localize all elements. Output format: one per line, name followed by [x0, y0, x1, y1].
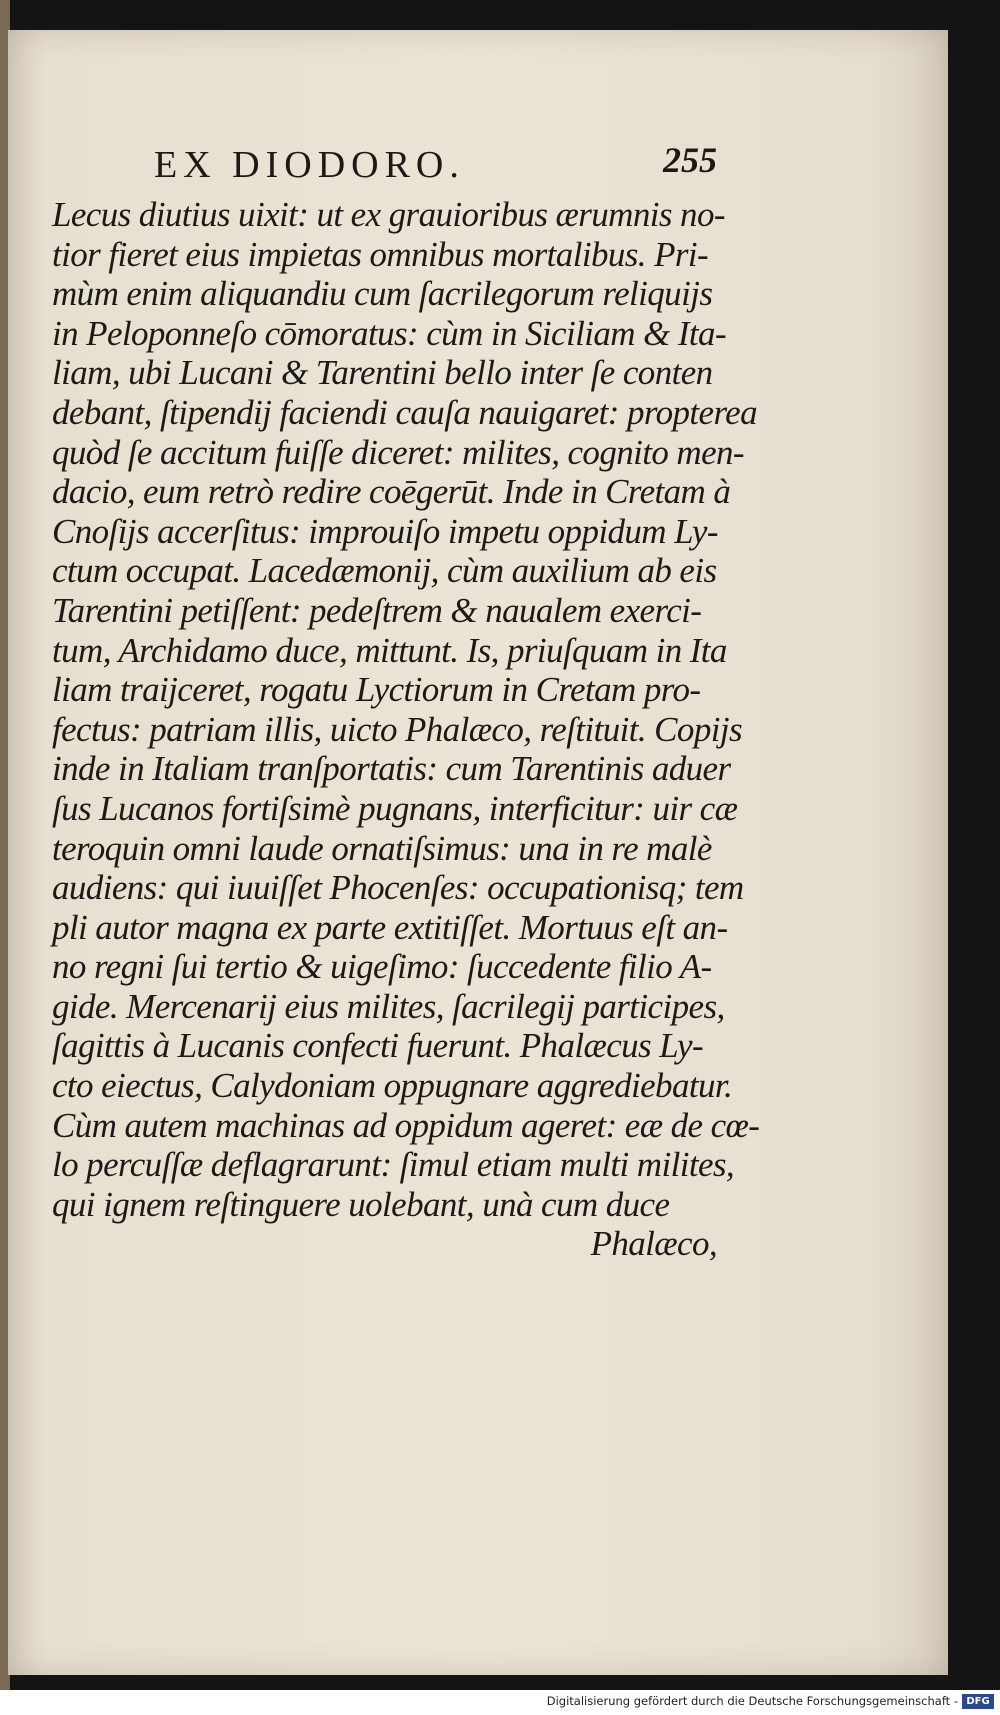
- text-line: Lecus diutius uixit: ut ex grauioribus ærumnis no-: [52, 195, 725, 234]
- footer-bar: [0, 1690, 1000, 1715]
- body-text: [52, 195, 760, 1264]
- running-head: [52, 135, 717, 191]
- running-head-title: EX DIODORO.: [154, 144, 465, 186]
- text-line: qui ignem reſtinguere uolebant, unà cum duce: [52, 1184, 670, 1224]
- text-line: liam, ubi Lucani & Tarentini bello inter ſe conten: [52, 353, 713, 393]
- text-line: ctum occupat. Lacedæmonij, cùm auxilium ab eis: [52, 551, 717, 591]
- text-line: in Peloponneſo cōmoratus: cùm in Siciliam & Ita-: [52, 313, 727, 353]
- page-content: [52, 135, 760, 1264]
- dfg-logo-icon: DFG: [962, 1694, 994, 1709]
- text-line: fectus: patriam illis, uicto Phalæco, reſtituit. Copijs: [52, 709, 742, 749]
- catchword: Phalæco,: [590, 1224, 717, 1264]
- text-line: gide. Mercenarij eius milites, ſacrilegij participes,: [52, 986, 725, 1026]
- text-line: Cnoſijs accerſitus: improuiſo impetu oppidum Ly-: [52, 511, 718, 551]
- text-line: ſagittis à Lucanis confecti fuerunt. Phalæcus Ly-: [52, 1026, 704, 1066]
- text-line: debant, ſtipendij faciendi cauſa nauigaret: propterea: [52, 392, 758, 432]
- text-line: inde in Italiam tranſportatis: cum Tarentinis aduer: [52, 749, 731, 789]
- text-line: pli autor magna ex parte extitiſſet. Mortuus eſt an-: [52, 907, 728, 947]
- text-line: cto eiectus, Calydoniam oppugnare aggrediebatur.: [52, 1066, 733, 1106]
- book-page: [8, 30, 948, 1675]
- text-line: Tarentini petiſſent: pedeſtrem & naualem exerci-: [52, 590, 702, 630]
- text-line: quòd ſe accitum fuiſſe diceret: milites, cognito men-: [52, 432, 744, 472]
- text-line: teroquin omni laude ornatiſsimus: una in re malè: [52, 828, 712, 868]
- page-number: 255: [663, 140, 717, 180]
- text-line: Cùm autem machinas ad oppidum ageret: eæ de cœ-: [52, 1105, 760, 1145]
- text-line: audiens: qui iuuiſſet Phocenſes: occupationisq; tem: [52, 868, 744, 908]
- text-line: liam traijceret, rogatu Lyctiorum in Cretam pro-: [52, 670, 701, 710]
- text-line: lo percuſſæ deflagrarunt: ſimul etiam multi milites,: [52, 1145, 735, 1185]
- text-line: tior fieret eius impietas omnibus mortalibus. Pri-: [52, 234, 709, 274]
- funding-notice: Digitalisierung gefördert durch die Deutsche Forschungsgemeinschaft -: [546, 1694, 958, 1708]
- text-line: no regni ſui tertio & uigeſimo: ſuccedente filio A-: [52, 947, 712, 987]
- text-line: tum, Archidamo duce, mittunt. Is, priuſquam in Ita: [52, 630, 727, 670]
- text-line: dacio, eum retrò redire coēgerūt. Inde in Cretam à: [52, 472, 731, 512]
- text-line: ſus Lucanos fortiſsimè pugnans, interficitur: uir cæ: [52, 788, 738, 828]
- text-line: mùm enim aliquandiu cum ſacrilegorum reliquijs: [52, 274, 713, 314]
